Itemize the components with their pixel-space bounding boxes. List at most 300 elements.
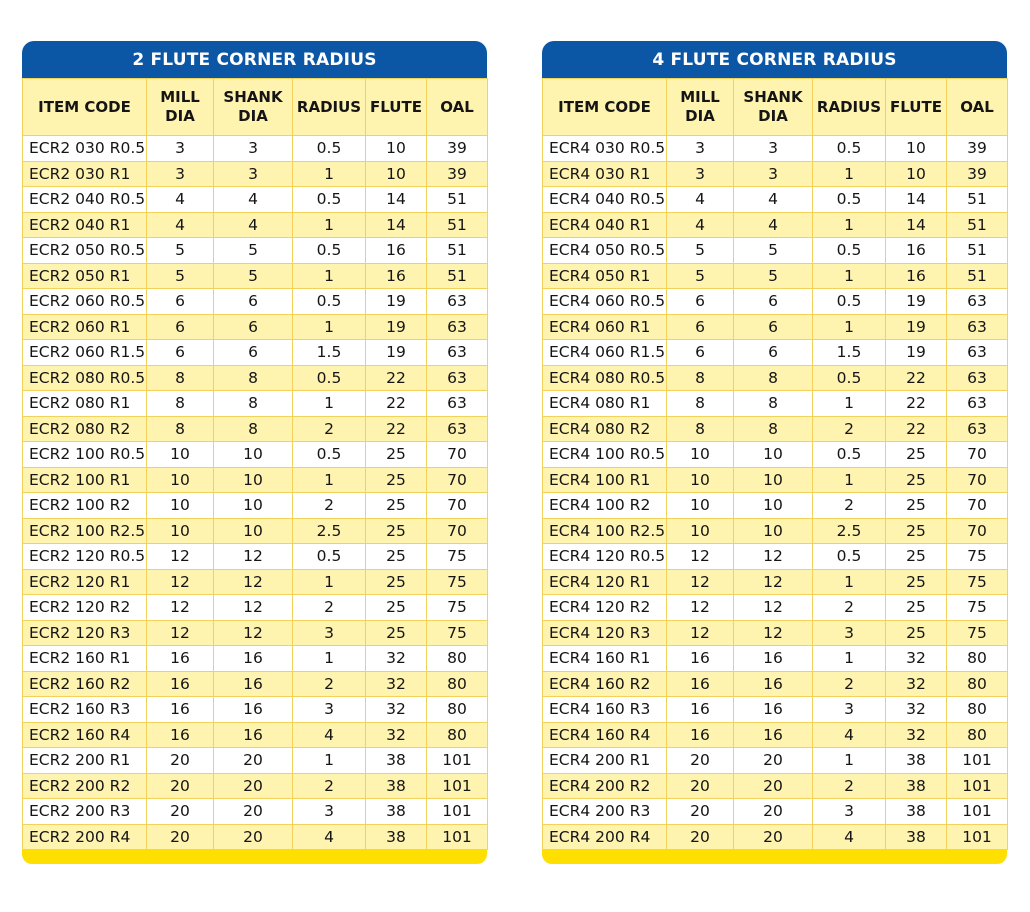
radius-cell: 3 — [813, 620, 886, 646]
spec-table — [22, 78, 488, 850]
item-code-cell: ECR2 100 R2.5 — [23, 518, 147, 544]
item-code-cell: ECR4 040 R0.5 — [543, 187, 667, 213]
header-mill-dia-line1: MILL — [160, 88, 200, 106]
shank-dia-cell: 16 — [734, 722, 813, 748]
radius-cell: 1 — [293, 263, 366, 289]
item-code-cell: ECR2 100 R2 — [23, 493, 147, 519]
mill-dia-cell: 20 — [667, 748, 734, 774]
radius-cell: 1 — [293, 467, 366, 493]
oal-cell: 63 — [427, 391, 488, 417]
mill-dia-cell: 16 — [667, 697, 734, 723]
oal-cell: 63 — [427, 314, 488, 340]
oal-cell: 51 — [947, 212, 1008, 238]
table-row — [543, 493, 1008, 519]
header-oal: OAL — [947, 79, 1008, 136]
table-row — [23, 697, 488, 723]
table-row — [543, 161, 1008, 187]
oal-cell: 75 — [427, 544, 488, 570]
table-row — [543, 212, 1008, 238]
item-code-cell: ECR4 100 R1 — [543, 467, 667, 493]
item-code-cell: ECR2 040 R0.5 — [23, 187, 147, 213]
item-code-cell: ECR2 120 R2 — [23, 595, 147, 621]
shank-dia-cell: 8 — [214, 391, 293, 417]
radius-cell: 0.5 — [813, 544, 886, 570]
mill-dia-cell: 6 — [147, 314, 214, 340]
oal-cell: 70 — [427, 467, 488, 493]
shank-dia-cell: 16 — [214, 646, 293, 672]
flute-cell: 38 — [886, 799, 947, 825]
radius-cell: 3 — [293, 620, 366, 646]
table-row — [543, 722, 1008, 748]
mill-dia-cell: 5 — [147, 238, 214, 264]
mill-dia-cell: 6 — [147, 340, 214, 366]
shank-dia-cell: 20 — [214, 773, 293, 799]
oal-cell: 70 — [427, 493, 488, 519]
header-mill-dia — [667, 79, 734, 136]
table-row — [23, 646, 488, 672]
shank-dia-cell: 8 — [734, 365, 813, 391]
oal-cell: 63 — [947, 340, 1008, 366]
table-row — [543, 518, 1008, 544]
table-body — [543, 136, 1008, 850]
flute-cell: 16 — [886, 263, 947, 289]
shank-dia-cell: 10 — [214, 467, 293, 493]
flute-cell: 25 — [886, 569, 947, 595]
flute-cell: 25 — [886, 493, 947, 519]
item-code-cell: ECR4 120 R3 — [543, 620, 667, 646]
oal-cell: 80 — [947, 697, 1008, 723]
shank-dia-cell: 5 — [214, 263, 293, 289]
mill-dia-cell: 4 — [147, 187, 214, 213]
header-radius: RADIUS — [293, 79, 366, 136]
oal-cell: 63 — [427, 289, 488, 315]
shank-dia-cell: 20 — [214, 799, 293, 825]
radius-cell: 0.5 — [293, 136, 366, 162]
mill-dia-cell: 3 — [147, 161, 214, 187]
shank-dia-cell: 12 — [734, 544, 813, 570]
shank-dia-cell: 20 — [734, 799, 813, 825]
shank-dia-cell: 10 — [214, 493, 293, 519]
table-row — [23, 773, 488, 799]
item-code-cell: ECR2 120 R3 — [23, 620, 147, 646]
radius-cell: 2 — [813, 595, 886, 621]
mill-dia-cell: 10 — [147, 467, 214, 493]
oal-cell: 101 — [427, 824, 488, 850]
item-code-cell: ECR4 200 R4 — [543, 824, 667, 850]
oal-cell: 39 — [427, 161, 488, 187]
oal-cell: 101 — [947, 799, 1008, 825]
shank-dia-cell: 12 — [734, 620, 813, 646]
shank-dia-cell: 12 — [734, 569, 813, 595]
oal-cell: 51 — [947, 187, 1008, 213]
radius-cell: 1 — [813, 646, 886, 672]
radius-cell: 1.5 — [293, 340, 366, 366]
table-row — [543, 238, 1008, 264]
oal-cell: 101 — [427, 799, 488, 825]
mill-dia-cell: 8 — [147, 416, 214, 442]
radius-cell: 2 — [293, 416, 366, 442]
mill-dia-cell: 10 — [667, 493, 734, 519]
table-row — [23, 620, 488, 646]
radius-cell: 1 — [293, 161, 366, 187]
table-row — [23, 416, 488, 442]
shank-dia-cell: 4 — [734, 212, 813, 238]
shank-dia-cell: 20 — [214, 824, 293, 850]
radius-cell: 0.5 — [813, 289, 886, 315]
shank-dia-cell: 3 — [734, 136, 813, 162]
header-mill-dia-line2: DIA — [685, 107, 715, 125]
item-code-cell: ECR4 060 R1.5 — [543, 340, 667, 366]
mill-dia-cell: 10 — [667, 518, 734, 544]
radius-cell: 2 — [293, 773, 366, 799]
radius-cell: 1 — [813, 748, 886, 774]
mill-dia-cell: 6 — [147, 289, 214, 315]
shank-dia-cell: 12 — [214, 620, 293, 646]
table-row — [23, 722, 488, 748]
table-row — [543, 416, 1008, 442]
flute-cell: 32 — [366, 671, 427, 697]
item-code-cell: ECR4 120 R2 — [543, 595, 667, 621]
radius-cell: 1 — [293, 212, 366, 238]
mill-dia-cell: 10 — [147, 442, 214, 468]
flute-cell: 32 — [366, 646, 427, 672]
item-code-cell: ECR4 080 R0.5 — [543, 365, 667, 391]
radius-cell: 1 — [813, 161, 886, 187]
item-code-cell: ECR2 200 R2 — [23, 773, 147, 799]
radius-cell: 1 — [813, 467, 886, 493]
mill-dia-cell: 8 — [667, 365, 734, 391]
item-code-cell: ECR2 100 R1 — [23, 467, 147, 493]
header-shank-dia-line2: DIA — [238, 107, 268, 125]
table-row — [23, 238, 488, 264]
item-code-cell: ECR2 100 R0.5 — [23, 442, 147, 468]
flute-cell: 22 — [366, 391, 427, 417]
radius-cell: 3 — [813, 697, 886, 723]
flute-cell: 32 — [366, 722, 427, 748]
oal-cell: 75 — [947, 620, 1008, 646]
header-shank-dia-line1: SHANK — [223, 88, 283, 106]
mill-dia-cell: 4 — [147, 212, 214, 238]
mill-dia-cell: 3 — [667, 161, 734, 187]
radius-cell: 0.5 — [813, 238, 886, 264]
table-row — [23, 161, 488, 187]
item-code-cell: ECR4 200 R2 — [543, 773, 667, 799]
item-code-cell: ECR2 080 R2 — [23, 416, 147, 442]
radius-cell: 2 — [293, 493, 366, 519]
shank-dia-cell: 3 — [214, 136, 293, 162]
shank-dia-cell: 6 — [734, 314, 813, 340]
shank-dia-cell: 6 — [734, 289, 813, 315]
mill-dia-cell: 4 — [667, 212, 734, 238]
shank-dia-cell: 16 — [734, 646, 813, 672]
shank-dia-cell: 10 — [734, 442, 813, 468]
header-mill-dia-line2: DIA — [165, 107, 195, 125]
shank-dia-cell: 4 — [214, 212, 293, 238]
shank-dia-cell: 5 — [734, 238, 813, 264]
table-row — [543, 289, 1008, 315]
radius-cell: 1.5 — [813, 340, 886, 366]
shank-dia-cell: 8 — [734, 416, 813, 442]
flute-cell: 25 — [886, 442, 947, 468]
header-flute: FLUTE — [886, 79, 947, 136]
mill-dia-cell: 6 — [667, 340, 734, 366]
mill-dia-cell: 4 — [667, 187, 734, 213]
oal-cell: 70 — [427, 442, 488, 468]
radius-cell: 1 — [813, 314, 886, 340]
item-code-cell: ECR2 030 R1 — [23, 161, 147, 187]
radius-cell: 0.5 — [293, 187, 366, 213]
radius-cell: 0.5 — [813, 365, 886, 391]
flute-cell: 38 — [366, 748, 427, 774]
mill-dia-cell: 20 — [667, 799, 734, 825]
shank-dia-cell: 8 — [214, 416, 293, 442]
radius-cell: 0.5 — [813, 442, 886, 468]
mill-dia-cell: 8 — [147, 391, 214, 417]
shank-dia-cell: 6 — [214, 340, 293, 366]
flute-cell: 10 — [366, 136, 427, 162]
radius-cell: 1 — [813, 391, 886, 417]
flute-cell: 25 — [886, 620, 947, 646]
item-code-cell: ECR2 200 R3 — [23, 799, 147, 825]
panel-footer-bar — [22, 850, 487, 864]
shank-dia-cell: 10 — [214, 442, 293, 468]
item-code-cell: ECR2 200 R1 — [23, 748, 147, 774]
flute-cell: 32 — [366, 697, 427, 723]
shank-dia-cell: 20 — [734, 824, 813, 850]
mill-dia-cell: 16 — [667, 722, 734, 748]
flute-cell: 38 — [886, 748, 947, 774]
item-code-cell: ECR4 100 R2.5 — [543, 518, 667, 544]
item-code-cell: ECR4 030 R0.5 — [543, 136, 667, 162]
oal-cell: 63 — [947, 289, 1008, 315]
item-code-cell: ECR4 120 R1 — [543, 569, 667, 595]
flute-cell: 19 — [886, 314, 947, 340]
table-row — [543, 595, 1008, 621]
flute-cell: 10 — [886, 136, 947, 162]
table-row — [543, 620, 1008, 646]
flute-cell: 10 — [886, 161, 947, 187]
mill-dia-cell: 20 — [147, 748, 214, 774]
shank-dia-cell: 5 — [734, 263, 813, 289]
header-shank-dia — [214, 79, 293, 136]
oal-cell: 70 — [947, 467, 1008, 493]
radius-cell: 1 — [293, 748, 366, 774]
oal-cell: 101 — [427, 748, 488, 774]
table-row — [23, 187, 488, 213]
table-row — [543, 799, 1008, 825]
radius-cell: 2.5 — [293, 518, 366, 544]
flute-cell: 38 — [886, 773, 947, 799]
table-row — [23, 544, 488, 570]
table-row — [543, 340, 1008, 366]
item-code-cell: ECR2 060 R1 — [23, 314, 147, 340]
header-radius: RADIUS — [813, 79, 886, 136]
item-code-cell: ECR2 160 R4 — [23, 722, 147, 748]
item-code-cell: ECR4 060 R0.5 — [543, 289, 667, 315]
radius-cell: 2 — [293, 671, 366, 697]
item-code-cell: ECR2 160 R1 — [23, 646, 147, 672]
flute-cell: 32 — [886, 646, 947, 672]
item-code-cell: ECR2 050 R1 — [23, 263, 147, 289]
radius-cell: 2 — [813, 416, 886, 442]
item-code-cell: ECR2 040 R1 — [23, 212, 147, 238]
oal-cell: 75 — [427, 595, 488, 621]
oal-cell: 51 — [427, 187, 488, 213]
table-row — [543, 824, 1008, 850]
radius-cell: 4 — [293, 824, 366, 850]
mill-dia-cell: 8 — [667, 391, 734, 417]
flute-cell: 22 — [886, 365, 947, 391]
oal-cell: 63 — [427, 340, 488, 366]
oal-cell: 51 — [947, 263, 1008, 289]
shank-dia-cell: 10 — [734, 493, 813, 519]
mill-dia-cell: 12 — [667, 569, 734, 595]
flute-cell: 25 — [886, 544, 947, 570]
oal-cell: 101 — [947, 824, 1008, 850]
table-row — [23, 824, 488, 850]
header-row — [23, 79, 488, 136]
item-code-cell: ECR4 200 R1 — [543, 748, 667, 774]
flute-cell: 14 — [886, 187, 947, 213]
flute-cell: 22 — [886, 391, 947, 417]
radius-cell: 0.5 — [293, 238, 366, 264]
flute-cell: 10 — [366, 161, 427, 187]
table-panel-4-flute — [542, 41, 1007, 864]
flute-cell: 22 — [366, 365, 427, 391]
header-item-code: ITEM CODE — [23, 79, 147, 136]
table-row — [23, 748, 488, 774]
shank-dia-cell: 6 — [214, 289, 293, 315]
item-code-cell: ECR4 100 R0.5 — [543, 442, 667, 468]
mill-dia-cell: 6 — [667, 314, 734, 340]
mill-dia-cell: 5 — [667, 238, 734, 264]
mill-dia-cell: 16 — [147, 722, 214, 748]
item-code-cell: ECR4 200 R3 — [543, 799, 667, 825]
shank-dia-cell: 12 — [214, 595, 293, 621]
item-code-cell: ECR2 030 R0.5 — [23, 136, 147, 162]
table-row — [23, 340, 488, 366]
table-row — [23, 289, 488, 315]
radius-cell: 2 — [293, 595, 366, 621]
shank-dia-cell: 16 — [214, 722, 293, 748]
oal-cell: 63 — [427, 365, 488, 391]
item-code-cell: ECR4 060 R1 — [543, 314, 667, 340]
flute-cell: 25 — [366, 544, 427, 570]
flute-cell: 38 — [366, 799, 427, 825]
shank-dia-cell: 3 — [214, 161, 293, 187]
oal-cell: 51 — [427, 263, 488, 289]
flute-cell: 14 — [366, 187, 427, 213]
header-oal: OAL — [427, 79, 488, 136]
oal-cell: 80 — [427, 722, 488, 748]
mill-dia-cell: 12 — [147, 569, 214, 595]
table-row — [23, 136, 488, 162]
header-item-code: ITEM CODE — [543, 79, 667, 136]
table-row — [23, 518, 488, 544]
flute-cell: 25 — [366, 467, 427, 493]
shank-dia-cell: 20 — [734, 748, 813, 774]
radius-cell: 2 — [813, 773, 886, 799]
oal-cell: 70 — [947, 442, 1008, 468]
mill-dia-cell: 10 — [667, 467, 734, 493]
mill-dia-cell: 10 — [667, 442, 734, 468]
item-code-cell: ECR4 040 R1 — [543, 212, 667, 238]
item-code-cell: ECR2 120 R1 — [23, 569, 147, 595]
table-row — [543, 544, 1008, 570]
item-code-cell: ECR4 120 R0.5 — [543, 544, 667, 570]
mill-dia-cell: 16 — [667, 646, 734, 672]
table-row — [23, 569, 488, 595]
oal-cell: 39 — [947, 136, 1008, 162]
table-row — [543, 136, 1008, 162]
panel-title: 4 FLUTE CORNER RADIUS — [542, 41, 1007, 78]
mill-dia-cell: 6 — [667, 289, 734, 315]
radius-cell: 4 — [813, 722, 886, 748]
shank-dia-cell: 16 — [734, 671, 813, 697]
oal-cell: 80 — [427, 646, 488, 672]
radius-cell: 0.5 — [293, 544, 366, 570]
oal-cell: 75 — [427, 620, 488, 646]
header-mill-dia-line1: MILL — [680, 88, 720, 106]
shank-dia-cell: 12 — [214, 544, 293, 570]
flute-cell: 25 — [366, 442, 427, 468]
table-row — [23, 263, 488, 289]
oal-cell: 80 — [427, 671, 488, 697]
panel-footer-bar — [542, 850, 1007, 864]
flute-cell: 25 — [886, 518, 947, 544]
flute-cell: 38 — [366, 824, 427, 850]
oal-cell: 63 — [947, 416, 1008, 442]
shank-dia-cell: 4 — [214, 187, 293, 213]
shank-dia-cell: 16 — [214, 697, 293, 723]
flute-cell: 25 — [366, 493, 427, 519]
shank-dia-cell: 20 — [734, 773, 813, 799]
flute-cell: 19 — [366, 289, 427, 315]
mill-dia-cell: 12 — [667, 595, 734, 621]
mill-dia-cell: 20 — [147, 824, 214, 850]
shank-dia-cell: 10 — [214, 518, 293, 544]
flute-cell: 25 — [366, 518, 427, 544]
radius-cell: 0.5 — [293, 365, 366, 391]
table-row — [23, 799, 488, 825]
mill-dia-cell: 20 — [147, 773, 214, 799]
shank-dia-cell: 16 — [214, 671, 293, 697]
oal-cell: 39 — [427, 136, 488, 162]
shank-dia-cell: 4 — [734, 187, 813, 213]
radius-cell: 0.5 — [293, 442, 366, 468]
radius-cell: 1 — [813, 569, 886, 595]
shank-dia-cell: 10 — [734, 467, 813, 493]
mill-dia-cell: 8 — [667, 416, 734, 442]
table-body — [23, 136, 488, 850]
radius-cell: 3 — [293, 799, 366, 825]
mill-dia-cell: 5 — [147, 263, 214, 289]
flute-cell: 32 — [886, 671, 947, 697]
table-row — [543, 697, 1008, 723]
radius-cell: 0.5 — [813, 187, 886, 213]
table-panel-2-flute — [22, 41, 487, 864]
item-code-cell: ECR2 160 R2 — [23, 671, 147, 697]
item-code-cell: ECR4 100 R2 — [543, 493, 667, 519]
shank-dia-cell: 3 — [734, 161, 813, 187]
flute-cell: 16 — [366, 238, 427, 264]
mill-dia-cell: 12 — [667, 620, 734, 646]
radius-cell: 1 — [293, 314, 366, 340]
shank-dia-cell: 12 — [734, 595, 813, 621]
header-shank-dia — [734, 79, 813, 136]
oal-cell: 80 — [947, 671, 1008, 697]
item-code-cell: ECR4 080 R2 — [543, 416, 667, 442]
